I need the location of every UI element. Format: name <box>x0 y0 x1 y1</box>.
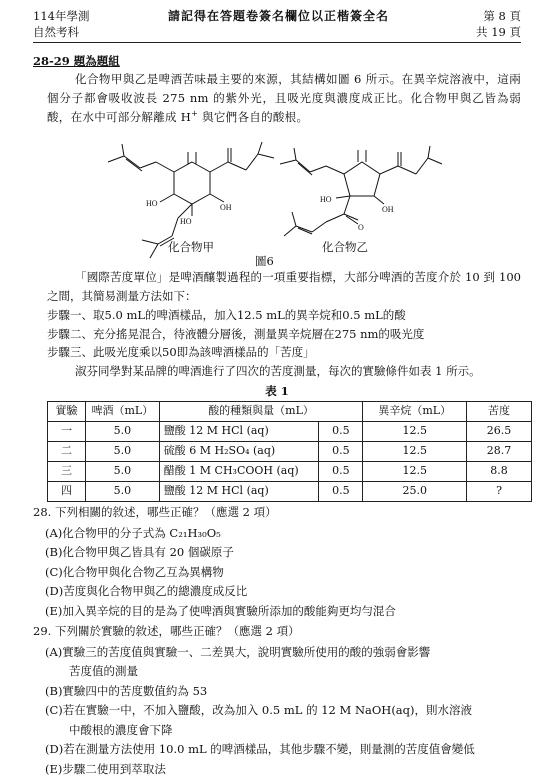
cell-isooctane: 25.0 <box>363 482 467 502</box>
cell-acid: 鹽酸 12 M HCl (aq) <box>159 422 319 442</box>
question-stem: 28. 下列相關的敘述，哪些正確？（應選 2 項） <box>33 505 277 519</box>
header-divider <box>33 42 521 43</box>
header-right <box>476 8 521 40</box>
table-row <box>48 422 532 442</box>
experiment-intro: 淑芬同學對某品牌的啤酒進行了四次的苦度測量，每次的實驗條件如表 1 所示。 <box>75 364 481 378</box>
option-a-cont: 苦度值的測量 <box>69 664 138 678</box>
compound-b-label: 化合物乙 <box>322 240 368 254</box>
method-steps <box>47 306 424 362</box>
section-title: 28-29 題為題組 <box>33 54 120 68</box>
option-c-cont: 中酸根的濃度會下降 <box>69 722 173 737</box>
cell-bitterness: 8.8 <box>467 462 532 482</box>
step-item: 步驟一、取5.0 mL的啤酒樣品，加入12.5 mL的異辛烷和0.5 mL的酸 <box>47 308 406 322</box>
table-row <box>48 462 532 482</box>
exam-year: 114年學測 <box>33 9 90 23</box>
option-d: (D)若在測量方法使用 10.0 mL 的啤酒樣品，其他步驟不變，則量測的苦度值會變低 <box>45 742 475 756</box>
step-item: 步驟三、此吸光度乘以50即為該啤酒樣品的「苦度」 <box>47 345 315 359</box>
cell-acid: 醋酸 1 M CH₃COOH (aq) <box>159 462 319 482</box>
table-caption: 表 1 <box>265 384 289 398</box>
cell-bitterness: 28.7 <box>467 442 532 462</box>
cell-no: 三 <box>48 462 86 482</box>
question-28 <box>33 503 526 621</box>
option-a: (A)實驗三的苦度值與實驗一、二差異大，說明實驗所使用的酸的強弱會影響 <box>45 644 431 659</box>
question-stem: 29. 下列關於實驗的敘述，哪些正確？（應選 2 項） <box>33 624 300 638</box>
group-label: HO <box>146 199 158 208</box>
cell-volume: 0.5 <box>319 482 363 502</box>
page-number: 第 8 頁 <box>483 9 521 23</box>
figure-6-structures <box>100 140 480 262</box>
col-header: 實驗 <box>48 402 86 422</box>
table-header-row <box>48 402 532 422</box>
cell-acid: 鹽酸 12 M HCl (aq) <box>159 482 319 502</box>
col-header: 啤酒（mL） <box>85 402 159 422</box>
cell-isooctane: 12.5 <box>363 422 467 442</box>
signature-notice: 請記得在答題卷簽名欄位以正楷簽全名 <box>168 9 390 23</box>
option-b: (B)化合物甲與乙皆具有 20 個碳原子 <box>45 545 234 559</box>
cell-bitterness: 26.5 <box>467 422 532 442</box>
cell-no: 四 <box>48 482 86 502</box>
option-e: (E)加入異辛烷的目的是為了使啤酒與實驗所添加的酸能夠更均勻混合 <box>45 603 396 618</box>
cell-beer: 5.0 <box>85 442 159 462</box>
group-label: OH <box>382 205 394 214</box>
option-c: (C)若在實驗一中，不加入鹽酸，改為加入 0.5 mL 的 12 M NaOH(aq)，則水溶液 <box>45 703 473 717</box>
col-header: 異辛烷（mL） <box>363 402 467 422</box>
compound-a-label: 化合物甲 <box>168 240 214 254</box>
option-a: (A)化合物甲的分子式為 C₂₁H₃₀O₅ <box>45 525 221 540</box>
cell-bitterness: ? <box>467 482 532 502</box>
cell-beer: 5.0 <box>85 482 159 502</box>
option-c: (C)化合物甲與化合物乙互為異構物 <box>45 564 224 579</box>
intro-paragraph: 化合物甲與乙是啤酒苦味最主要的來源，其結構如圖 6 所示。在異辛烷溶液中，這兩個分子都會吸收波長 275 nm 的紫外光，且吸光度與濃度成正比。化合物甲與乙皆為弱酸，在水中可部分解離成 H+ 與它們各自的酸根。 <box>47 72 521 124</box>
cell-beer: 5.0 <box>85 462 159 482</box>
page-total: 共 19 頁 <box>476 25 521 39</box>
table-row <box>48 482 532 502</box>
option-d: (D)苦度與化合物甲與乙的總濃度成反比 <box>45 584 248 598</box>
option-b: (B)實驗四中的苦度數值約為 53 <box>45 683 208 698</box>
figure-caption: 圖6 <box>255 254 274 268</box>
cell-beer: 5.0 <box>85 422 159 442</box>
question-29 <box>33 622 526 779</box>
cell-volume: 0.5 <box>319 422 363 442</box>
step-item: 步驟二、充分搖晃混合，待液體分層後，測量異辛烷層在275 nm的吸光度 <box>47 326 425 341</box>
page-header <box>33 8 521 40</box>
cell-no: 二 <box>48 442 86 462</box>
cell-no: 一 <box>48 422 86 442</box>
cell-volume: 0.5 <box>319 462 363 482</box>
cell-acid: 硫酸 6 M H₂SO₄ (aq) <box>159 442 319 462</box>
cell-isooctane: 12.5 <box>363 462 467 482</box>
cell-volume: 0.5 <box>319 442 363 462</box>
method-intro: 「國際苦度單位」是啤酒釀製過程的一項重要指標，大部分啤酒的苦度介於 10 到 100 之間，其簡易測量方法如下： <box>47 270 521 303</box>
col-header: 苦度 <box>467 402 532 422</box>
experiment-table <box>47 401 532 502</box>
exam-subject: 自然考科 <box>33 25 79 39</box>
group-label: HO <box>320 195 332 204</box>
cell-isooctane: 12.5 <box>363 442 467 462</box>
group-label: O <box>358 223 364 232</box>
header-left <box>33 8 89 40</box>
col-header: 酸的種類與量（mL） <box>159 402 363 422</box>
group-label: OH <box>220 203 232 212</box>
option-e: (E)步驟二使用到萃取法 <box>45 761 166 776</box>
table-row <box>48 442 532 462</box>
group-label: HO <box>180 217 192 226</box>
